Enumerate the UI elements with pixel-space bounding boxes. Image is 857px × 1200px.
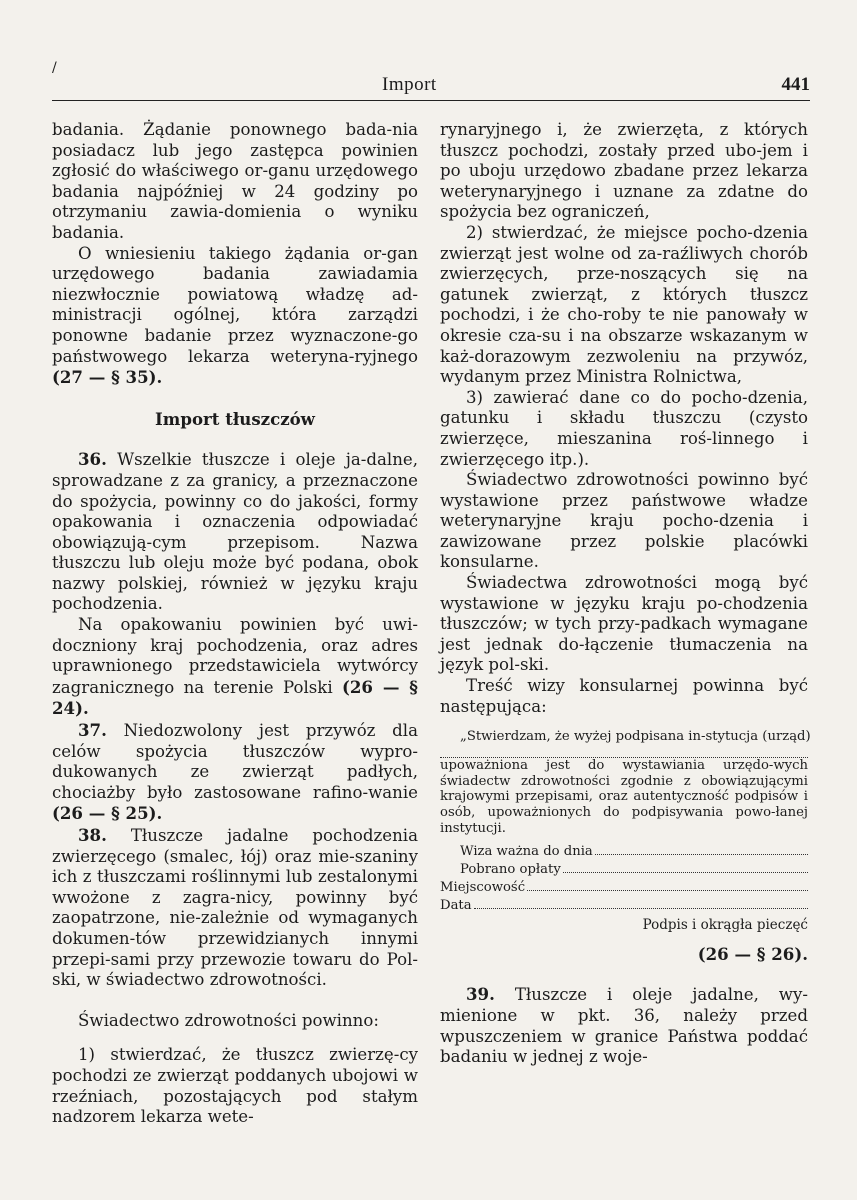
spacer bbox=[440, 964, 808, 984]
visa-label: Pobrano opłaty bbox=[460, 862, 561, 878]
citation: (26 — § 25). bbox=[52, 803, 163, 824]
paragraph-number: 36. bbox=[78, 449, 107, 470]
visa-line-date bbox=[440, 896, 808, 914]
paragraph: 2) stwierdzać, że miejsce pocho-dzenia zwierząt jest wolne od za-raźliwych chorób zwierzęcych, prze-noszących się na gatunek zwierząt, z których tłuszcz pochodzi, i że cho-roby te nie panowały w okresie cza-su i na obszarze wskazanym w każ-dorazowym zezwoleniu na przywóz, wydanym przez Ministra Rolnictwa, bbox=[440, 222, 808, 387]
running-header bbox=[52, 60, 810, 101]
paragraph: 1) stwierdzać, że tłuszcz zwierzę-cy pochodzi ze zwierząt poddanych ubojowi w rzeźniach, pozostających pod stałym nadzorem lekarza wete- bbox=[52, 1045, 418, 1127]
visa-text: „Stwierdzam, że wyżej podpisana in-stytucja (urząd) bbox=[460, 729, 811, 745]
visa-line-place bbox=[440, 878, 808, 896]
fill-in-line bbox=[474, 896, 808, 909]
paragraph-number: 38. bbox=[78, 825, 107, 845]
visa-label: Data bbox=[440, 898, 472, 914]
paragraph-text: Niedozwolony jest przywóz dla celów spożycia tłuszczów wypro-dukowanych ze zwierząt padłych, chociażby było zastosowane rafino-wanie bbox=[52, 721, 418, 802]
paragraph-text: Wszelkie tłuszcze i oleje ja-dalne, sprowadzane z za granicy, a przeznaczone do spożycia, powinny co do jakości, formy opakowania i oznaczenia odpowiadać obowiązują-cym przepisom. Nazwa tłuszczu lub oleju może być podana, obok nazwy polskiej, również w języku kraju pochodzenia. bbox=[52, 450, 418, 614]
fill-in-line bbox=[527, 878, 808, 891]
paragraph bbox=[52, 244, 418, 389]
header-title: Import bbox=[382, 74, 437, 95]
paragraph: badania. Żądanie ponownego bada-nia posiadacz lub jego zastępca powinien zgłosić do właściwego or-ganu urzędowego badania najpóźniej w 24 godziny po otrzymaniu zawia-domienia o wyniku badania. bbox=[52, 120, 418, 242]
paragraph: Świadectwo zdrowotności powinno: bbox=[78, 1010, 379, 1030]
citation: (26 — § 26). bbox=[697, 943, 808, 964]
visa-label: Miejscowość bbox=[440, 880, 526, 896]
paragraph-36 bbox=[52, 449, 418, 615]
spacer bbox=[52, 991, 418, 1011]
visa-label: Wiza ważna do dnia bbox=[460, 844, 593, 860]
paragraph-text: Tłuszcze jadalne pochodzenia zwierzęcego (smalec, łój) oraz mie-szaniny ich z tłuszczami roślinnymi lub zestalonymi wwożone z zagra-nicy, powinny być zaopatrzone, nie-zależnie od wymaganych dokumen-tów przewidzianych innymi przepi-sami przy przewozie towaru do Pol-ski, w świadectwo zdrowotności. bbox=[52, 826, 418, 990]
paragraph: rynaryjnego i, że zwierzęta, z których tłuszcz pochodzi, zostały przed ubo-jem i po uboju urzędowo zbadane przez lekarza weterynaryjnego i uznane za zdatne do spożycia bez ograniczeń, bbox=[440, 120, 808, 222]
fill-in-line bbox=[563, 860, 808, 873]
paragraph-text: O wniesieniu takiego żądania or-gan urzędowego badania zawiadamia niezwłocznie powiatową władzę ad-ministracji ogólnej, która zarządzi ponowne badanie przez wyznaczone-go państwowego lekarza weteryna-ryjnego bbox=[52, 243, 418, 366]
paragraph: 3) zawierać dane co do pocho-dzenia, gatunku i składu tłuszczu (czysto zwierzęce, mieszanina roś-linnego i zwierzęcego itp.). bbox=[440, 387, 808, 469]
paragraph-39 bbox=[440, 984, 808, 1067]
section-heading: Import tłuszczów bbox=[155, 408, 315, 429]
right-column bbox=[440, 120, 811, 1068]
left-column bbox=[52, 120, 418, 1128]
citation: (26 — § 24). bbox=[52, 676, 418, 719]
paragraph-38 bbox=[52, 825, 418, 991]
citation: (27 — § 35). bbox=[52, 367, 163, 388]
visa-template bbox=[440, 727, 811, 934]
spacer bbox=[52, 1031, 418, 1045]
visa-line-valid bbox=[440, 842, 808, 860]
visa-text: upoważniona jest do wystawiania urzędo-wych świadectw zdrowotności zgodnie z obowiązującymi krajowymi przepisami, oraz autentyczność podpisów i osób, upoważnionych do podpisywania powo-łanej instytucji. bbox=[440, 758, 808, 836]
fill-in-line bbox=[595, 842, 808, 855]
page-number: 441 bbox=[781, 74, 810, 95]
paragraph-number: 37. bbox=[78, 720, 107, 741]
paragraph: Świadectwa zdrowotności mogą być wystawione w języku kraju po-chodzenia tłuszczów; w tych przy-padkach wymagane jest jednak do-łączenie tłumaczenia na język pol-ski. bbox=[440, 573, 808, 675]
paragraph: Świadectwo zdrowotności powinno być wystawione przez państwowe władze weterynaryjne kraju pocho-dzenia i zawizowane przez polskie placówki konsularne. bbox=[440, 470, 808, 572]
paragraph-text: Tłuszcze i oleje jadalne, wy-mienione w pkt. 36, należy przed wpuszczeniem w granice Państwa poddać badaniu w jednej z woje- bbox=[440, 985, 808, 1067]
visa-line-blank bbox=[440, 745, 808, 758]
paragraph: Treść wizy konsularnej powinna być następująca: bbox=[440, 676, 808, 716]
header-mark: / bbox=[52, 60, 57, 76]
paragraph-number: 39. bbox=[466, 984, 495, 1005]
signature-caption: Podpis i okrągła pieczęć bbox=[642, 917, 808, 934]
visa-line-institution bbox=[440, 727, 811, 745]
visa-line-fee bbox=[440, 860, 808, 878]
paragraph-37 bbox=[52, 720, 418, 825]
paragraph bbox=[52, 615, 418, 720]
paragraph-text: Na opakowaniu powinien być uwi-doczniony kraj pochodzenia, oraz adres uprawnionego przedstawiciela wytwórcy zagranicznego na terenie Polski bbox=[52, 615, 418, 697]
fill-in-line bbox=[440, 745, 808, 758]
